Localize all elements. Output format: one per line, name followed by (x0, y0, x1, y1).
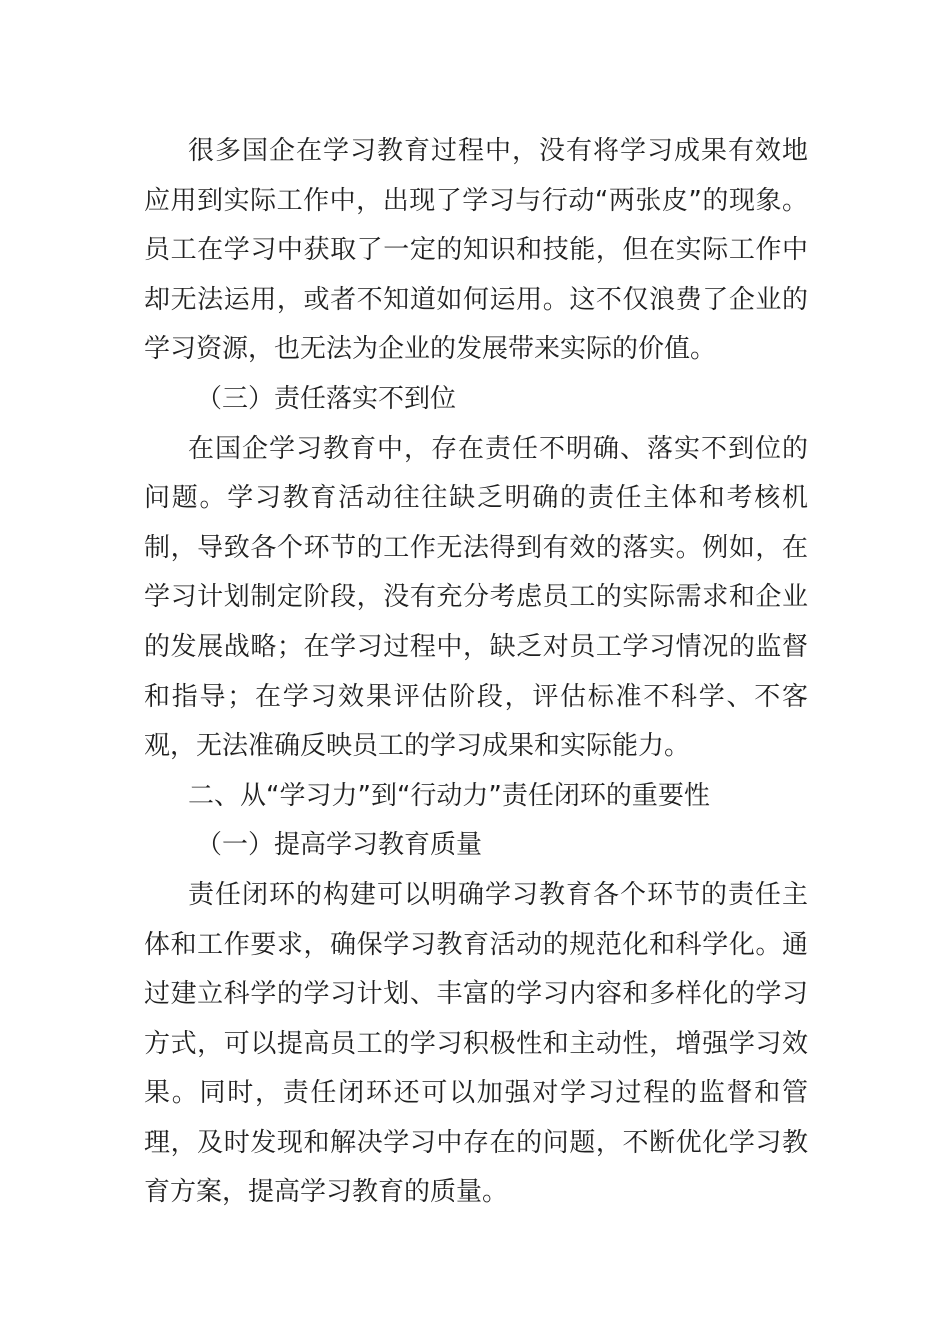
section-heading-responsibility-not-implemented: （三）责任落实不到位 (196, 383, 457, 414)
paragraph-responsibility-issues: 在国企学习教育中，存在责任不明确、落实不到位的问题。学习教育活动往往缺乏明确的责任主体和考核机制，导致各个环节的工作无法得到有效的落实。例如，在学习计划制定阶段，没有充分考虑员工的实际需求和企业的发展战略；在学习过程中，缺乏对员工学习情况的监督和指导；在学习效果评估阶段，评估标准不科学、不客观，无法准确反映员工的学习成果和实际能力。 (144, 433, 808, 762)
paragraph-closed-loop-benefits: 责任闭环的构建可以明确学习教育各个环节的责任主体和工作要求，确保学习教育活动的规范化和科学化。通过建立科学的学习计划、丰富的学习内容和多样化的学习方式，可以提高员工的学习积极性和主动性，增强学习效果。同时，责任闭环还可以加强对学习过程的监督和管理，及时发现和解决学习中存在的问题，不断优化学习教育方案，提高学习教育的质量。 (144, 879, 808, 1208)
paragraph-learning-application-gap: 很多国企在学习教育过程中，没有将学习成果有效地应用到实际工作中，出现了学习与行动“两张皮”的现象。员工在学习中获取了一定的知识和技能，但在实际工作中却无法运用，或者不知道如何运用。这不仅浪费了企业的学习资源，也无法为企业的发展带来实际的价值。 (144, 136, 808, 365)
chapter-heading-closed-loop-importance: 二、从“学习力”到“行动力”责任闭环的重要性 (188, 780, 710, 811)
document-body (144, 127, 808, 1218)
section-heading-improve-quality: （一）提高学习教育质量 (196, 830, 483, 861)
